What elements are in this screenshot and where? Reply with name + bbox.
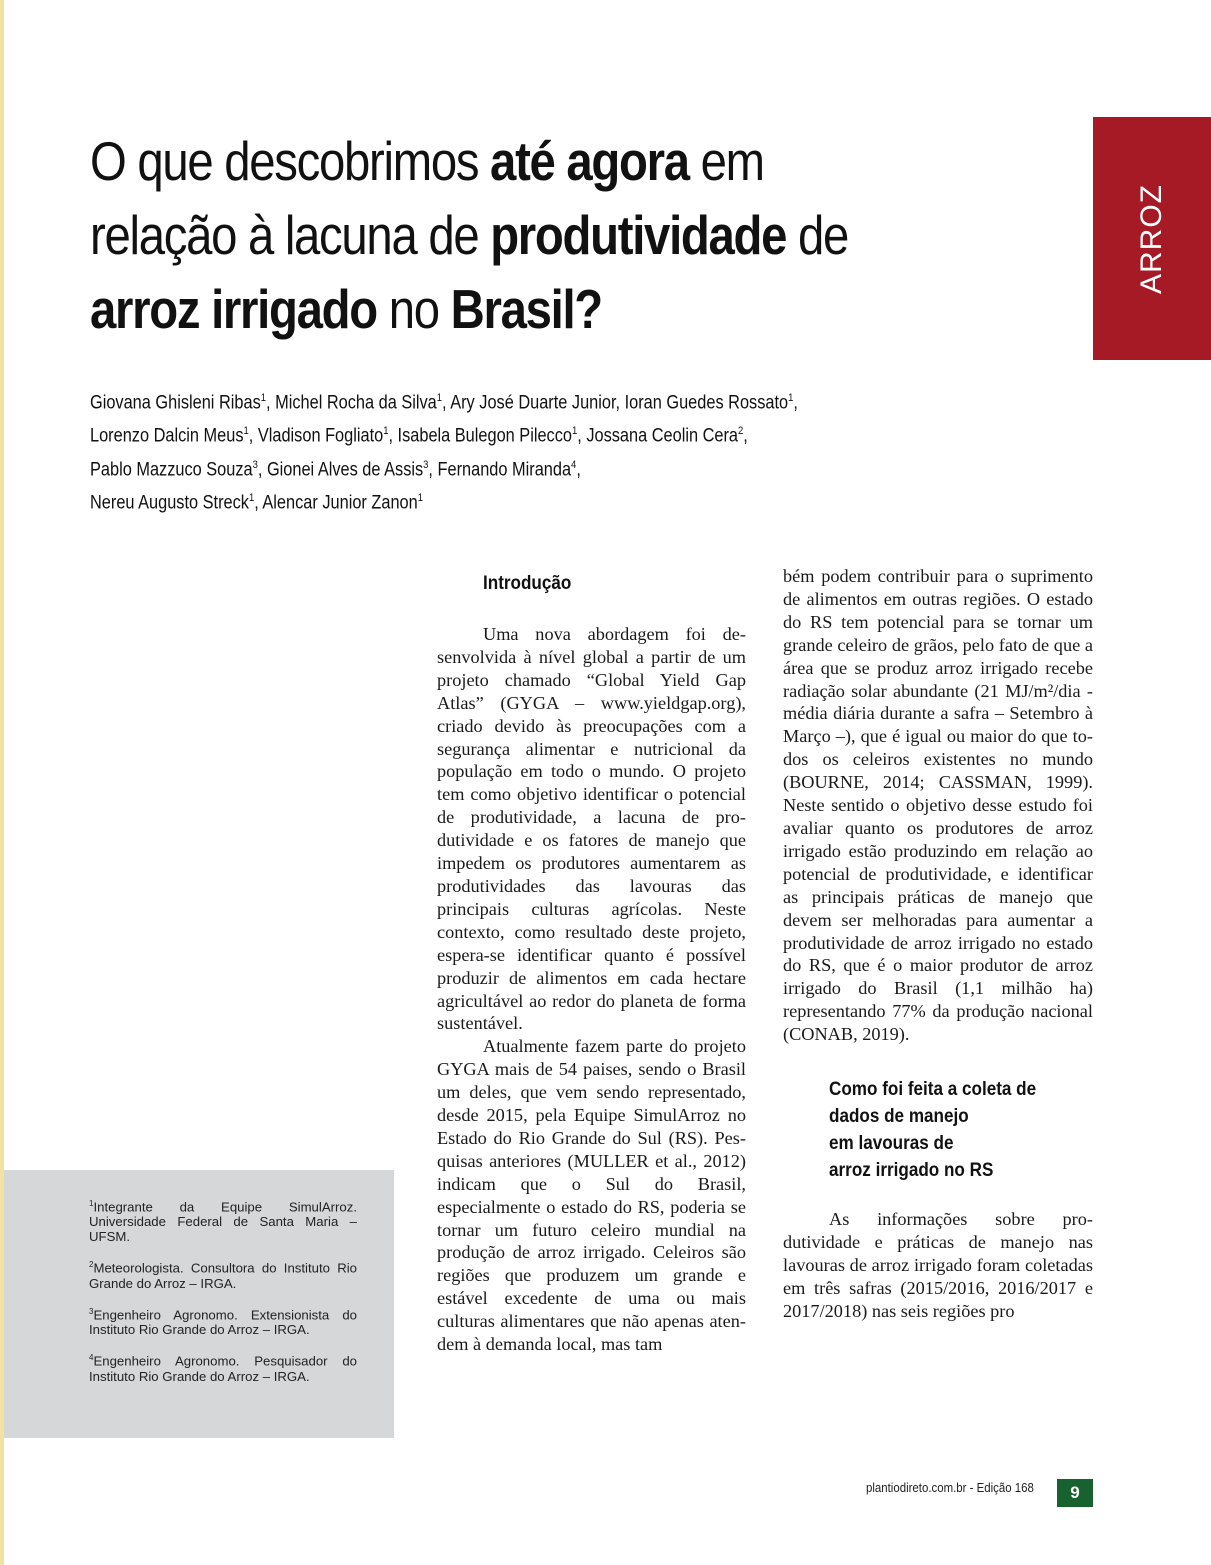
affiliation-marker: 3 — [89, 1306, 94, 1316]
affiliation-marker: 1 — [243, 425, 249, 438]
continued-paragraph: bém podem contribuir para o suprimento de alimentos em outras regiões. O estado do RS tem potencial para se tornar um grande celeiro de grãos, pelo fato de que a área que se produz arroz irrigado recebe radiação solar abundante (21 MJ/m²/dia - média diária durante a safra – Setembro à Março –), que é igual ou maior do que todos os celeiros existentes no mundo (BOURNE, 2014; CASSMAN, 1999). Neste sentido o objetivo desse estudo foi avaliar quanto os produtores de arroz irrigado estão produzindo em relação ao potencial de produtividade, e identificar as principais práticas de manejo que devem ser melhoradas para aumentar a produtividade de arroz irrigado no estado do RS, que é o maior produtor de arroz irrigado do Brasil (1,1 milhão ha) representando 77% da produção nacional (CONAB, 2019). — [783, 566, 1093, 1045]
affiliation-marker: 1 — [417, 491, 423, 504]
author-name: Nereu Augusto Streck — [90, 492, 249, 514]
affiliation-marker: 1 — [788, 392, 794, 404]
author-name: Michel Rocha da Silva — [275, 392, 437, 414]
author-name: Vladison Fogliato — [257, 425, 384, 447]
affiliations-list — [89, 1196, 357, 1397]
author-list: Giovana Ghisleni Ribas$^1$, Michel Rocha da Silva$^1$, Ary José Duarte Junior, Ioran Guedes Rossato$^1$, Lorenzo Dalcin Meus$^1$, Vladison Fogliato$^1$, Isabela Bulegon Pilecco$^1$, Jossana Ceolin Cera$^2$, Pablo Mazzuco Souza$^3$, Gionei Alves de Assis$^3$, Fernando Miranda$^4$, Nereu Augusto Streck$^1$, Alencar Junior Zanon$^1$ — [90, 392, 798, 514]
affiliation-marker: 4 — [571, 458, 577, 471]
affiliation-marker: 1 — [248, 491, 255, 504]
author-name: Giovana Ghisleni Ribas — [90, 392, 261, 414]
methods-paragraph: As informações sobre produtividade e práticas de manejo nas lavouras de arroz irrigado foram coletadas em três safras (2015/2016, 2016/2017 e 2017/2018) nas seis regiões pro — [783, 1209, 1093, 1321]
author-name: Fernando Miranda — [437, 458, 572, 480]
title-run-bold: arroz irrigado — [90, 278, 377, 340]
section-tag — [1093, 117, 1211, 360]
affiliation-marker: 1 — [89, 1199, 94, 1208]
title-run: em relação à lacuna de — [90, 130, 764, 266]
author-name: Pablo Mazzuco Souza — [90, 458, 253, 480]
column-right — [783, 565, 1093, 1323]
methods-heading: Como foi feita a coleta de dados de manejo em lavouras de arroz irrigado no RS — [829, 1079, 1037, 1182]
title-run-bold: até agora — [490, 130, 689, 192]
author-name: Lorenzo Dalcin Meus — [90, 425, 244, 447]
article-title — [90, 124, 864, 346]
author-name: Ioran Guedes Rossato — [624, 392, 789, 414]
title-run-bold: Brasil? — [450, 278, 602, 340]
affiliation-marker: 1 — [436, 392, 443, 404]
footer-credit: plantiodireto.com.br - Edição 168 — [866, 1480, 1034, 1495]
affiliation-note: $^1$Integrante da Equipe SimulArroz. Universidade Federal de Santa Maria – UFSM. — [89, 1199, 357, 1245]
affiliation-marker: 2 — [738, 425, 744, 438]
author-name: Ary José Duarte Junior — [450, 392, 616, 414]
affiliation-marker: 1 — [260, 392, 267, 404]
affiliation-marker: 3 — [423, 458, 429, 471]
affiliations-box — [4, 1170, 394, 1438]
section-tag-label: ARROZ — [1135, 183, 1168, 294]
author-name: Jossana Ceolin Cera — [586, 425, 739, 447]
affiliation-marker: 1 — [383, 425, 389, 438]
affiliation-note: $^3$Engenheiro Agronomo. Extensionista do Instituto Rio Grande do Arroz – IRGA. — [89, 1306, 357, 1338]
title-run: de — [786, 204, 849, 266]
affiliation-marker: 3 — [252, 458, 258, 471]
author-name: Gionei Alves de Assis — [266, 458, 424, 480]
title-run-bold: produtividade — [490, 204, 787, 266]
author-name: Alencar Junior Zanon — [262, 492, 418, 514]
affiliation-marker: 2 — [89, 1260, 94, 1270]
column-left — [437, 573, 746, 1356]
affiliation-note: $^4$Engenheiro Agronomo. Pesquisador do Instituto Rio Grande do Arroz – IRGA. — [89, 1353, 357, 1384]
page-number: 9 — [1057, 1479, 1093, 1507]
intro-heading: Introdução — [483, 573, 572, 594]
title-run: no — [376, 278, 451, 340]
affiliation-marker: 4 — [89, 1353, 94, 1363]
author-name: Isabela Bulegon Pilecco — [397, 425, 572, 447]
intro-paragraph: Atualmente fazem parte do projeto GYGA mais de 54 paises, sendo o Brasil um deles, que vem sendo representado, desde 2015, pela Equipe SimulArroz no Estado do Rio Grande do Sul (RS). Pesquisas anteriores (MULLER et al., 2012) indicam que o Sul do Brasil, especialmente o estado do RS, poderia se tornar um futuro celeiro mundial na produção de arroz irrigado. Celeiros são regiões que produzem um grande e estável excedente de uma ou mais culturas alimentares que não apenas atendem à demanda local, mas tam — [437, 1036, 746, 1355]
affiliation-note: $^2$Meteorologista. Consultora do Instituto Rio Grande do Arroz – IRGA. — [89, 1260, 357, 1291]
title-run: O que descobrimos — [90, 130, 491, 192]
affiliation-marker: 1 — [571, 425, 578, 438]
intro-paragraph: Uma nova abordagem foi desenvolvida à nível global a partir de um projeto chamado “Global Yield Gap Atlas” (GYGA – www.yieldgap.​org), criado devido às preocupações com a segurança alimentar e nutricional da população em todo o mundo. O projeto tem como objetivo identificar o potencial de produtividade, a lacuna de produtividade e os fatores de manejo que impedem os produtores aumentarem as produtividades das lavouras das principais culturas agrícolas. Neste contexto, como resultado deste projeto, espera-se identificar quanto é possível produzir de alimentos em cada hectare agricultável ao redor do planeta de forma sustentável. — [437, 624, 746, 1034]
